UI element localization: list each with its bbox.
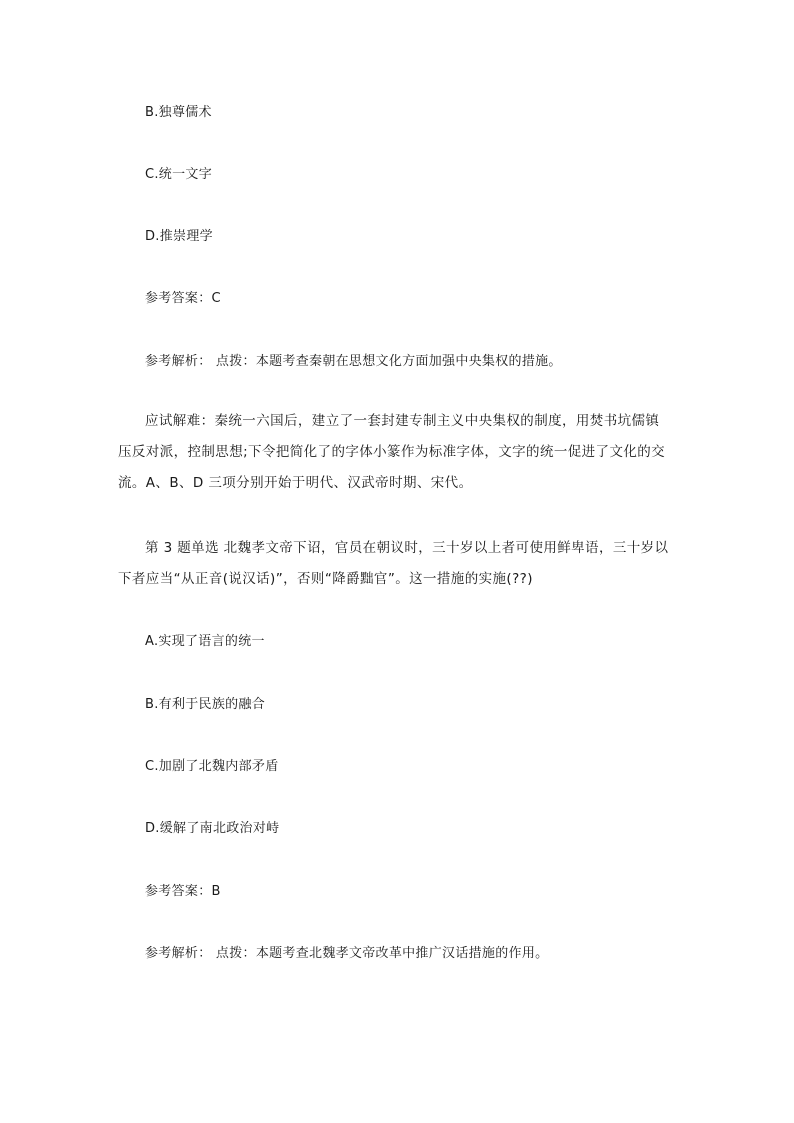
q2-explanation-line-2: 压反对派，控制思想;下令把简化了的字体小篆作为标准字体，文字的统一促进了文化的交: [118, 444, 666, 460]
q2-option-c: C.统一文字: [145, 167, 213, 182]
q3-analysis: 参考解析： 点拨：本题考查北魏孝文帝改革中推广汉话措施的作用。: [145, 946, 549, 961]
q2-explanation: [118, 406, 678, 499]
q3-answer: 参考答案：B: [145, 884, 221, 899]
q3-stem: [118, 533, 678, 595]
q2-option-d: D.推崇理学: [145, 229, 213, 244]
q2-analysis: 参考解析： 点拨：本题考查秦朝在思想文化方面加强中央集权的措施。: [145, 354, 562, 369]
q3-option-d: D.缓解了南北政治对峙: [145, 821, 280, 836]
q2-explanation-line-3: 流。A、B、D 三项分别开始于明代、汉武帝时期、宋代。: [118, 475, 473, 491]
q2-answer: 参考答案：C: [145, 291, 221, 306]
q3-stem-line-1: 第 3 题单选 北魏孝文帝下诏，官员在朝议时，三十岁以上者可使用鲜卑语，三十岁以: [145, 540, 669, 556]
q2-explanation-line-1: 应试解难：秦统一六国后，建立了一套封建专制主义中央集权的制度，用焚书坑儒镇: [145, 413, 660, 429]
q3-option-b: B.有利于民族的融合: [145, 697, 266, 712]
q3-stem-line-2: 下者应当“从正音(说汉话)”，否则“降爵黜官”。这一措施的实施(??): [118, 571, 533, 587]
q2-option-b: B.独尊儒术: [145, 105, 212, 120]
q3-option-a: A.实现了语言的统一: [145, 634, 265, 649]
q3-option-c: C.加剧了北魏内部矛盾: [145, 759, 279, 774]
